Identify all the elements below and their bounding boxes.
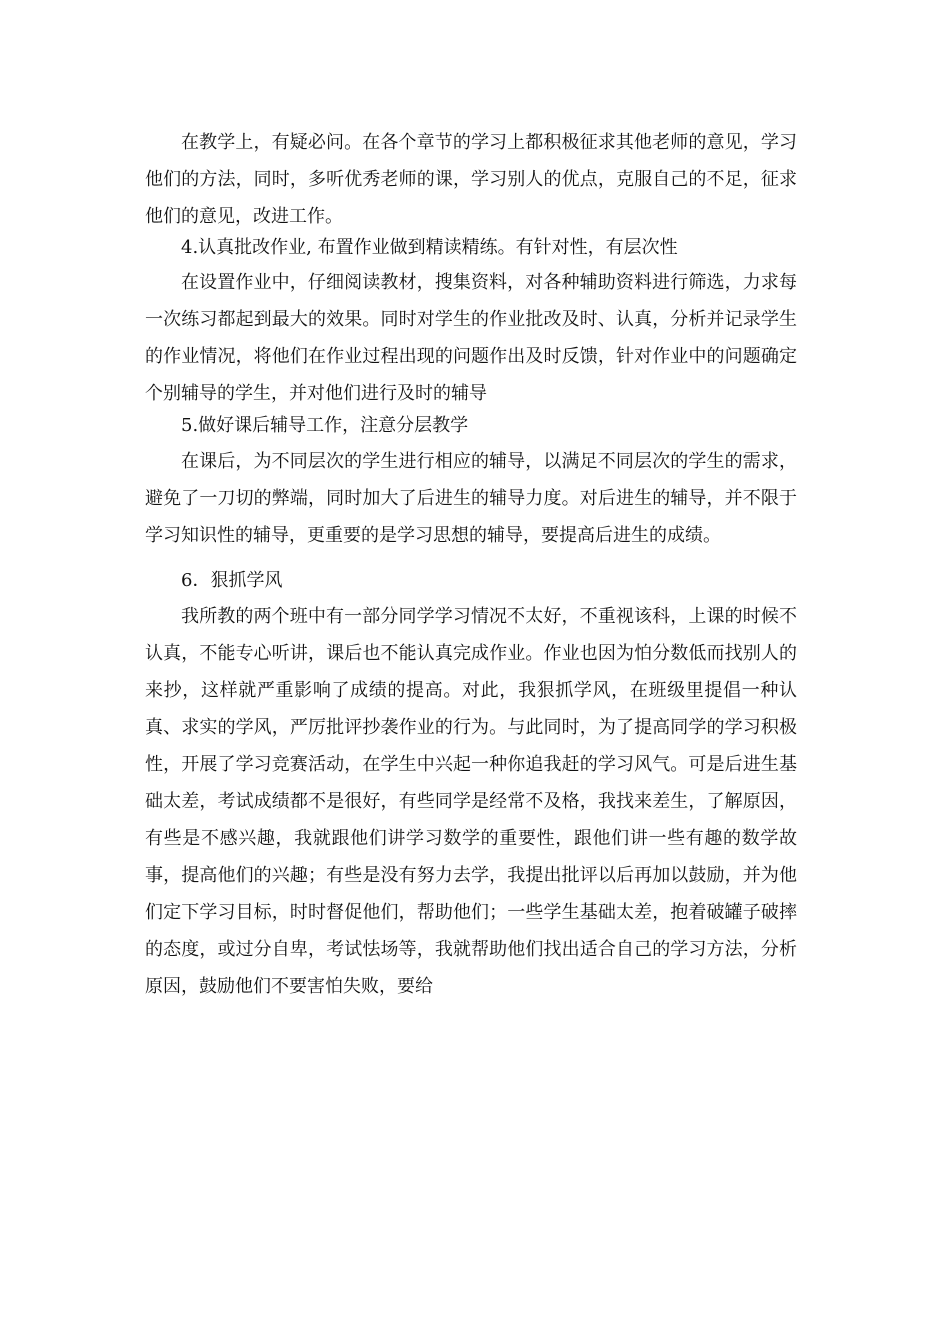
paragraph-homework: 在设置作业中，仔细阅读教材，搜集资料，对各种辅助资料进行筛选，力求每一次练习都起到最大的效果。同时对学生的作业批改及时、认真，分析并记录学生的作业情况，将他们在作业过程出现的问题作出及时反馈，针对作业中的问题确定个别辅导的学生，并对他们进行及时的辅导 [145,272,797,404]
section-heading-4: 4.认真批改作业, 布置作业做到精读精练。有针对性，有层次性 [181,237,678,258]
section-heading-5: 5.做好课后辅导工作，注意分层教学 [181,415,469,436]
document-page [145,124,797,1005]
paragraph-after-class-tutoring: 在课后，为不同层次的学生进行相应的辅导，以满足不同层次的学生的需求，避免了一刀切的弊端，同时加大了后进生的辅导力度。对后进生的辅导，并不限于学习知识性的辅导，更重要的是学习思想的辅导，要提高后进生的成绩。 [145,451,797,546]
paragraph-study-style: 我所教的两个班中有一部分同学学习情况不太好，不重视该科，上课的时候不认真，不能专心听讲，课后也不能认真完成作业。作业也因为怕分数低而找别人的来抄，这样就严重影响了成绩的提高。对此，我狠抓学风，在班级里提倡一种认真、求实的学风，严厉批评抄袭作业的行为。与此同时，为了提高同学的学习积极性，开展了学习竞赛活动，在学生中兴起一种你追我赶的学习风气。可是后进生基础太差，考试成绩都不是很好，有些同学是经常不及格，我找来差生，了解原因，有些是不感兴趣，我就跟他们讲学习数学的重要性，跟他们讲一些有趣的数学故事，提高他们的兴趣；有些是没有努力去学，我提出批评以后再加以鼓励，并为他们定下学习目标，时时督促他们，帮助他们；一些学生基础太差，抱着破罐子破摔的态度，或过分自卑，考试怯场等，我就帮助他们找出适合自己的学习方法，分析原因，鼓励他们不要害怕失败，要给 [145,606,797,997]
paragraph-teaching-inquiry: 在教学上，有疑必问。在各个章节的学习上都积极征求其他老师的意见，学习他们的方法，同时，多听优秀老师的课，学习别人的优点，克服自己的不足，征求他们的意见，改进工作。 [145,132,797,227]
section-heading-6: 6．狠抓学风 [181,570,283,591]
